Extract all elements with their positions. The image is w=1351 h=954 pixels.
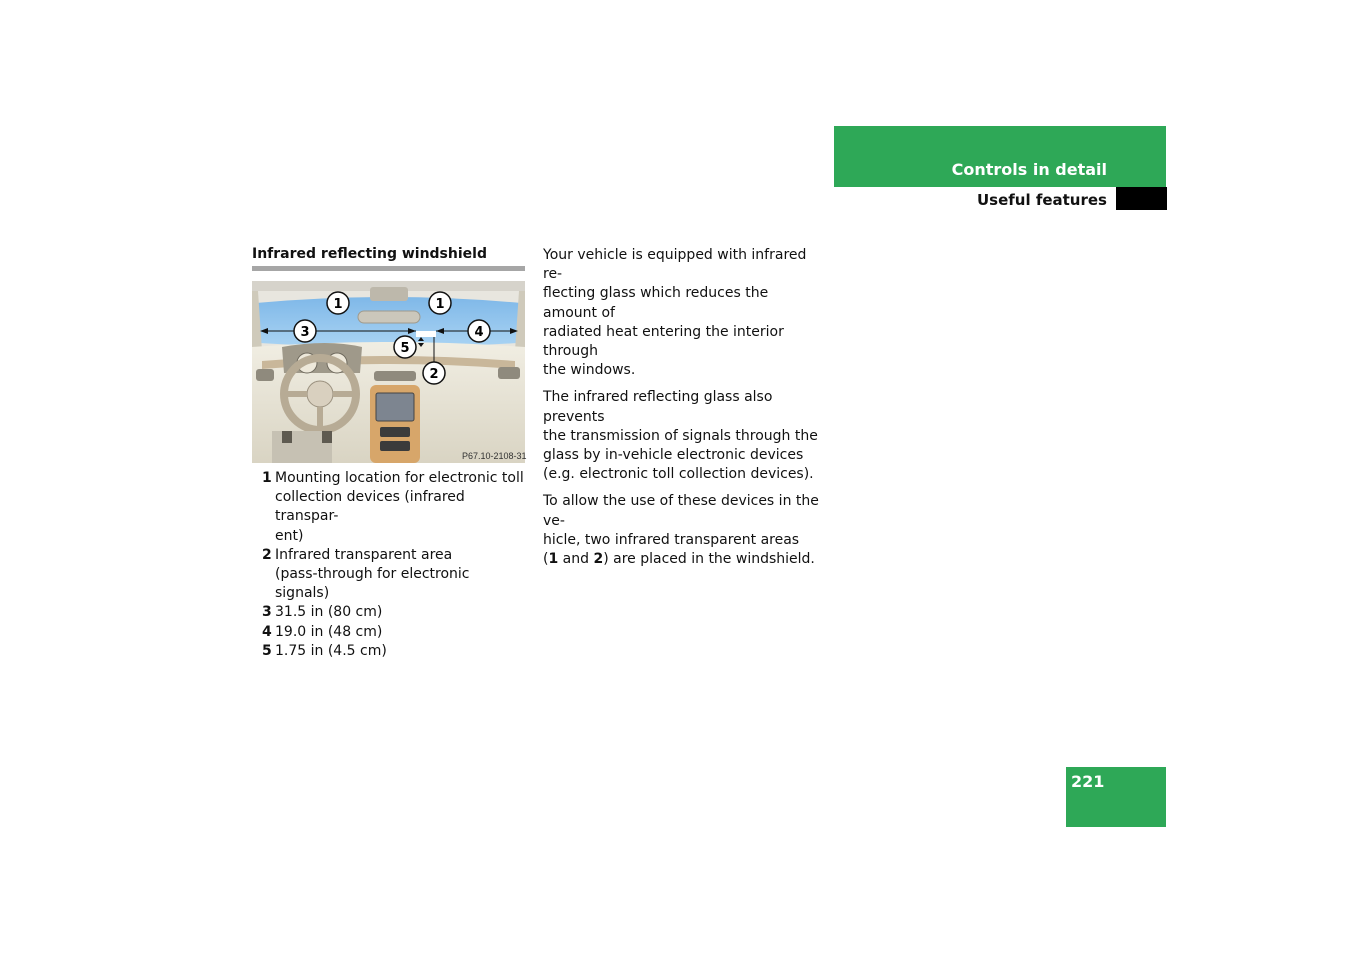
legend-item-3 [262, 603, 524, 622]
infrared-transparent-area [416, 331, 436, 337]
right-vent [498, 367, 520, 379]
text-line: the transmission of signals through the [543, 427, 818, 444]
legend-line: 31.5 in (80 cm) [275, 604, 383, 621]
rear-view-mirror [358, 311, 420, 323]
text-line: Your vehicle is equipped with infrared re- [543, 247, 807, 283]
callout-5 [394, 336, 416, 358]
reference-1: 1 [548, 551, 559, 568]
svg-text:4: 4 [474, 325, 484, 340]
page-heading: Infrared reflecting windshield [252, 246, 487, 262]
text-line: hicle, two infrared transparent areas [543, 531, 800, 548]
subsection-title: Useful features [976, 191, 1107, 209]
callout-1b [429, 292, 451, 314]
page-number: 221 [1071, 772, 1105, 791]
legend-number: 1 [262, 470, 272, 486]
windshield-illustration-svg [252, 281, 525, 463]
console-buttons [380, 441, 410, 451]
steering-hub [307, 381, 333, 407]
legend-number: 5 [262, 642, 272, 659]
paragraph-1 [543, 246, 825, 380]
legend-text [275, 546, 524, 604]
text-fragment: ( [543, 551, 549, 568]
callout-1a [327, 292, 349, 314]
text-line: flecting glass which reduces the amount of [543, 285, 769, 321]
center-vents [374, 371, 416, 381]
pedal-right [322, 431, 332, 443]
overhead-console [370, 287, 408, 301]
callout-2 [423, 362, 445, 384]
section-title: Controls in detail [951, 160, 1107, 179]
windshield-illustration [252, 281, 525, 463]
legend-line: collection devices (infrared transpar- [275, 489, 465, 525]
text-line: To allow the use of these devices in the ve- [543, 493, 819, 529]
legend-text [275, 469, 524, 546]
text-line: glass by in-vehicle electronic devices [543, 447, 804, 464]
callout-3 [294, 320, 316, 342]
legend-number: 2 [262, 546, 272, 563]
legend-line: Infrared transparent area [275, 546, 453, 563]
paragraph-2 [543, 388, 825, 484]
text-fragment: ) are placed in the windshield. [603, 551, 815, 568]
text-fragment: and [558, 551, 594, 568]
callout-4 [468, 320, 490, 342]
legend-number: 3 [262, 604, 272, 621]
figure-legend [262, 469, 524, 661]
legend-item-1 [262, 469, 524, 546]
section-tab-marker [1116, 187, 1167, 210]
legend-line: ent) [275, 527, 304, 544]
paragraph-3 [543, 492, 825, 569]
legend-text [275, 642, 524, 661]
left-vent [256, 369, 274, 381]
figure-code: P67.10-2108-31 [462, 451, 527, 461]
svg-text:3: 3 [300, 325, 310, 340]
pedal-left [282, 431, 292, 443]
legend-item-2 [262, 546, 524, 604]
center-display [376, 393, 414, 421]
svg-text:1: 1 [333, 297, 343, 312]
legend-text [275, 603, 524, 622]
legend-line: (pass-through for electronic signals) [275, 566, 470, 602]
reference-2: 2 [593, 551, 604, 568]
legend-item-5 [262, 642, 524, 661]
heading-rule [252, 266, 525, 271]
svg-text:1: 1 [435, 297, 445, 312]
svg-text:5: 5 [400, 341, 410, 356]
legend-line: 19.0 in (48 cm) [275, 623, 383, 640]
legend-line: Mounting location for electronic toll [275, 470, 524, 486]
legend-line: 1.75 in (4.5 cm) [275, 642, 387, 659]
climate-controls [380, 427, 410, 437]
text-line: the windows. [543, 362, 636, 379]
text-line: (e.g. electronic toll collection devices). [543, 466, 814, 483]
legend-text [275, 623, 524, 642]
body-text [543, 246, 825, 577]
text-line: The infrared reflecting glass also prevents [543, 389, 773, 425]
text-line: radiated heat entering the interior through [543, 323, 784, 360]
legend-number: 4 [262, 623, 272, 640]
legend-item-4 [262, 623, 524, 642]
svg-text:2: 2 [429, 367, 439, 382]
